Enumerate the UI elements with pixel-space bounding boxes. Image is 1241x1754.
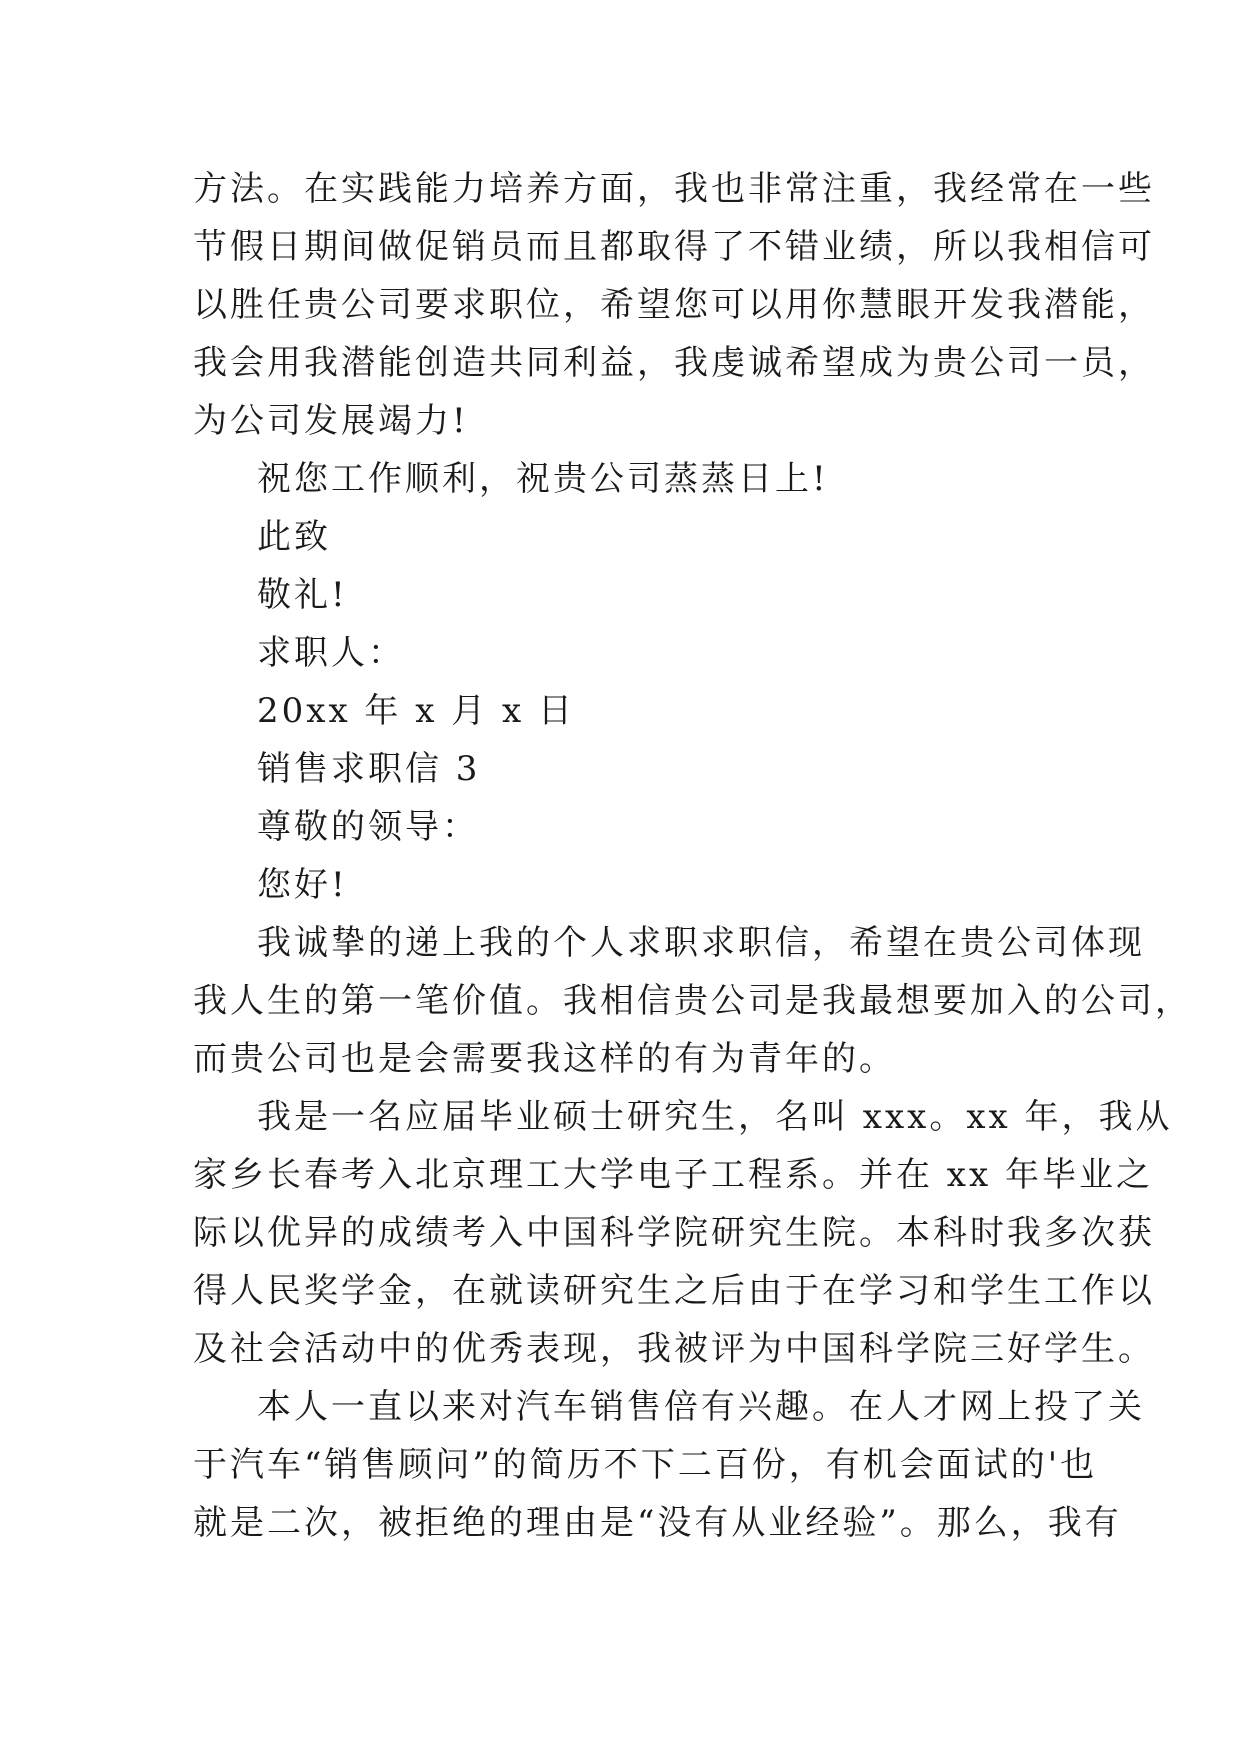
text-line: 就是二次，被拒绝的理由是“没有从业经验”。那么，我有 [193,1503,1122,1543]
text-line: 求职人： [257,633,405,673]
text-line: 敬礼! [257,575,348,615]
text-line: 此致 [257,517,331,557]
text-line: 我人生的第一笔价值。我相信贵公司是我最想要加入的公司， [193,981,1192,1021]
text-line: 本人一直以来对汽车销售倍有兴趣。在人才网上投了关 [257,1387,1145,1427]
text-line: 而贵公司也是会需要我这样的有为青年的。 [193,1039,896,1079]
text-line: 销售求职信 3 [257,749,481,789]
text-line: 得人民奖学金，在就读研究生之后由于在学习和学生工作以 [193,1271,1155,1311]
text-line: 20xx 年 x 月 x 日 [257,691,576,731]
text-line: 为公司发展竭力! [193,401,469,441]
text-line: 际以优异的成绩考入中国科学院研究生院。本科时我多次获 [193,1213,1155,1253]
text-line: 我诚挚的递上我的个人求职求职信，希望在贵公司体现 [257,923,1145,963]
text-line: 我是一名应届毕业硕士研究生，名叫 xxx。xx 年，我从 [257,1097,1173,1137]
text-line: 我会用我潜能创造共同利益，我虔诚希望成为贵公司一员， [193,343,1155,383]
text-line: 节假日期间做促销员而且都取得了不错业绩，所以我相信可 [193,227,1155,267]
text-line: 及社会活动中的优秀表现，我被评为中国科学院三好学生。 [193,1329,1155,1369]
text-line: 家乡长春考入北京理工大学电子工程系。并在 xx 年毕业之 [193,1155,1153,1195]
text-line: 尊敬的领导： [257,807,479,847]
text-line: 您好! [257,865,348,905]
text-line: 方法。在实践能力培养方面，我也非常注重，我经常在一些 [193,169,1155,209]
document-page [193,160,1192,1552]
text-line: 以胜任贵公司要求职位，希望您可以用你慧眼开发我潜能， [193,285,1155,325]
text-line: 于汽车“销售顾问”的简历不下二百份，有机会面试的'也 [193,1445,1098,1485]
text-line: 祝您工作顺利，祝贵公司蒸蒸日上! [257,459,829,499]
